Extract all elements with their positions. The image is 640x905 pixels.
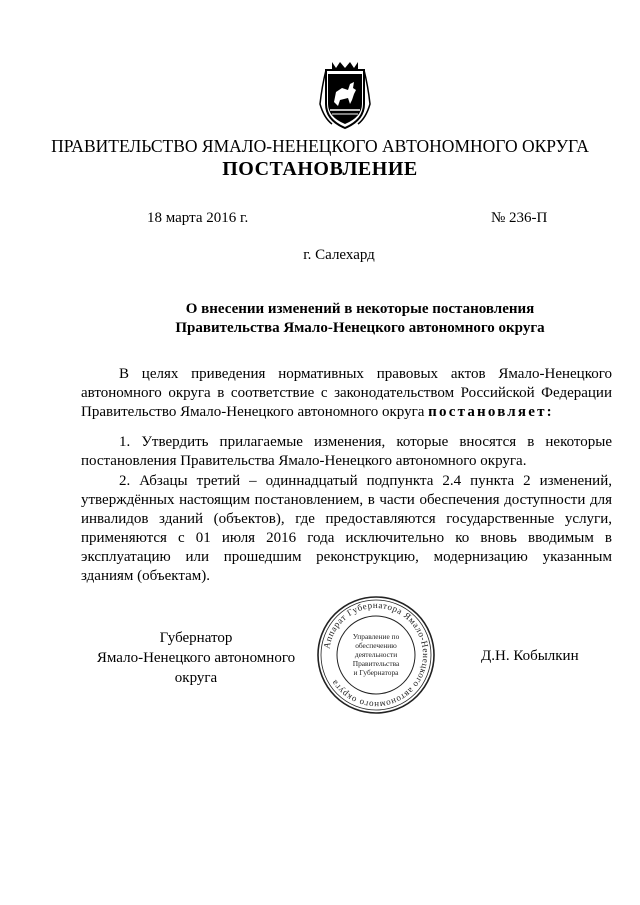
stamp-line-5: и Губернатора: [353, 668, 399, 677]
preamble-emphasis: постановляет:: [428, 404, 554, 420]
document-date: 18 марта 2016 г.: [147, 210, 249, 226]
document-subject: [80, 300, 640, 338]
stamp-line-4: Правительства: [352, 659, 400, 668]
official-stamp: [314, 593, 438, 717]
stamp-ring-text: Аппарат Губернатора Ямало-Ненецкого автономного округа: [321, 599, 432, 711]
item-2-paragraph: 2. Абзацы третий – одиннадцатый подпункта 2.4 пункта 2 изменений, утверждённых настоящим постановлением, в части обеспечения доступности для инвалидов зданий (объектов), где предоставляются государственные услуги, применяются с 01 июля 2016 года исключительно ко вновь вводимым в эксплуатацию или прошедшим реконструкцию, модернизацию указанным зданиям (объектам).: [81, 473, 612, 584]
preamble-paragraph: [81, 365, 612, 422]
stamp-line-3: деятельности: [354, 650, 398, 659]
organization-name: ПРАВИТЕЛЬСТВО ЯМАЛО-НЕНЕЦКОГО АВТОНОМНОГО ОКРУГА: [51, 136, 589, 156]
signatory-name: Д.Н. Кобылкин: [481, 648, 579, 664]
signatory-title-line-2: Ямало-Ненецкого автономного округа: [96, 650, 296, 686]
signatory-title: [81, 628, 311, 688]
stamp-line-2: обеспечению: [355, 641, 397, 650]
subject-line-1: О внесении изменений в некоторые постановления: [185, 301, 535, 317]
subject-line-2: Правительства Ямало-Ненецкого автономного округа: [175, 320, 545, 336]
stamp-line-1: Управление по: [352, 632, 400, 641]
document-city: г. Салехард: [303, 247, 375, 263]
document-type: ПОСТАНОВЛЕНИЕ: [222, 158, 418, 180]
preamble-text: В целях приведения нормативных правовых актов Ямало-Ненецкого автономного округа в соответствие с законодательством Российской Федерации Правительство Ямало-Ненецкого автономного округа: [81, 366, 612, 420]
document-number: № 236-П: [491, 210, 548, 226]
signatory-title-line-1: Губернатор: [159, 630, 233, 646]
item-1-paragraph: 1. Утвердить прилагаемые изменения, которые вносятся в некоторые постановления Правительства Ямало-Ненецкого автономного округа.: [81, 434, 612, 469]
coat-of-arms-icon: [318, 60, 372, 132]
